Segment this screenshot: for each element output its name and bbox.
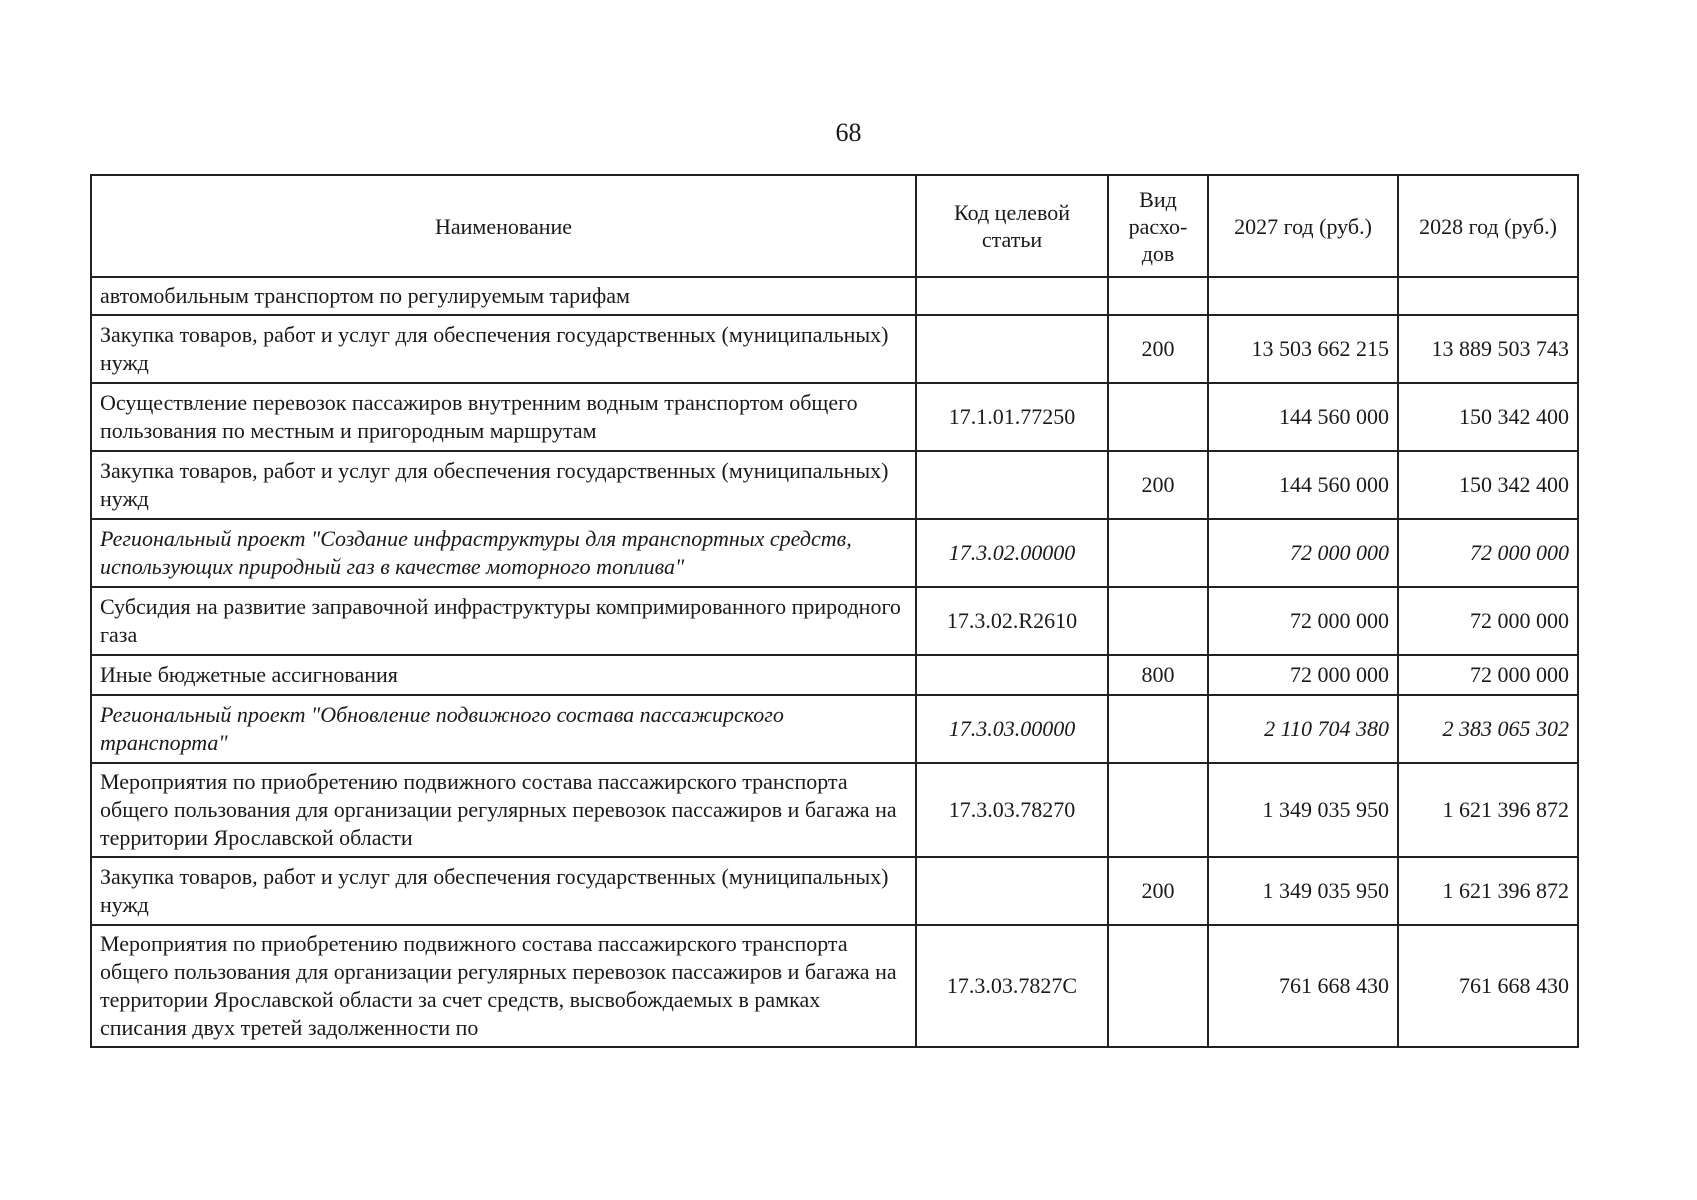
table-row: [91, 277, 1578, 315]
cell-name: Региональный проект "Обновление подвижного состава пассажирского транспорта": [91, 695, 916, 763]
table-row: [91, 857, 1578, 925]
cell-y2027: 1 349 035 950: [1208, 763, 1398, 857]
cell-code: 17.3.03.7827С: [916, 925, 1108, 1047]
cell-name: Мероприятия по приобретению подвижного состава пассажирского транспорта общего пользования для организации регулярных перевозок пассажиров и багажа на территории Ярославской области: [91, 763, 916, 857]
header-2028: 2028 год (руб.): [1398, 175, 1578, 277]
cell-code: 17.3.02.R2610: [916, 587, 1108, 655]
cell-y2028: 150 342 400: [1398, 383, 1578, 451]
cell-name: Мероприятия по приобретению подвижного состава пассажирского транспорта общего пользования для организации регулярных перевозок пассажиров и багажа на территории Ярославской области за счет средств, высвобождаемых в рамках списания двух третей задолженности по: [91, 925, 916, 1047]
cell-y2028: 150 342 400: [1398, 451, 1578, 519]
cell-name: Субсидия на развитие заправочной инфраструктуры компримированного природного газа: [91, 587, 916, 655]
cell-y2028: 1 621 396 872: [1398, 763, 1578, 857]
cell-kind: [1108, 763, 1208, 857]
cell-kind: 800: [1108, 655, 1208, 695]
header-2027: 2027 год (руб.): [1208, 175, 1398, 277]
cell-code: 17.1.01.77250: [916, 383, 1108, 451]
cell-code: 17.3.03.00000: [916, 695, 1108, 763]
cell-y2027: 13 503 662 215: [1208, 315, 1398, 383]
cell-kind: 200: [1108, 451, 1208, 519]
cell-y2027: 2 110 704 380: [1208, 695, 1398, 763]
cell-code: [916, 277, 1108, 315]
table-row: [91, 655, 1578, 695]
cell-y2027: 144 560 000: [1208, 451, 1398, 519]
cell-name: Закупка товаров, работ и услуг для обеспечения государственных (муниципальных) нужд: [91, 857, 916, 925]
cell-name: автомобильным транспортом по регулируемым тарифам: [91, 277, 916, 315]
table-row: [91, 315, 1578, 383]
cell-kind: [1108, 383, 1208, 451]
cell-kind: [1108, 277, 1208, 315]
cell-code: [916, 315, 1108, 383]
cell-kind: [1108, 695, 1208, 763]
cell-y2028: 72 000 000: [1398, 519, 1578, 587]
cell-kind: 200: [1108, 857, 1208, 925]
table-row: [91, 383, 1578, 451]
header-name: Наименование: [91, 175, 916, 277]
table-body: [91, 277, 1578, 1047]
cell-code: [916, 451, 1108, 519]
cell-code: 17.3.03.78270: [916, 763, 1108, 857]
table-row: [91, 451, 1578, 519]
cell-kind: [1108, 519, 1208, 587]
cell-y2027: 761 668 430: [1208, 925, 1398, 1047]
cell-y2028: [1398, 277, 1578, 315]
header-row: [91, 175, 1578, 277]
cell-y2028: 72 000 000: [1398, 655, 1578, 695]
cell-kind: 200: [1108, 315, 1208, 383]
cell-name: Осуществление перевозок пассажиров внутренним водным транспортом общего пользования по местным и пригородным маршрутам: [91, 383, 916, 451]
cell-kind: [1108, 925, 1208, 1047]
cell-name: Закупка товаров, работ и услуг для обеспечения государственных (муниципальных) нужд: [91, 451, 916, 519]
header-code: Код целевой статьи: [916, 175, 1108, 277]
table-row: [91, 925, 1578, 1047]
cell-y2027: [1208, 277, 1398, 315]
table-row: [91, 519, 1578, 587]
cell-name: Закупка товаров, работ и услуг для обеспечения государственных (муниципальных) нужд: [91, 315, 916, 383]
cell-y2027: 72 000 000: [1208, 655, 1398, 695]
cell-kind: [1108, 587, 1208, 655]
cell-y2027: 1 349 035 950: [1208, 857, 1398, 925]
cell-y2028: 13 889 503 743: [1398, 315, 1578, 383]
table-header: [91, 175, 1578, 277]
cell-name: Региональный проект "Создание инфраструктуры для транспортных средств, использующих природный газ в качестве моторного топлива": [91, 519, 916, 587]
cell-code: [916, 655, 1108, 695]
budget-table: [90, 174, 1579, 1048]
cell-code: [916, 857, 1108, 925]
cell-code: 17.3.02.00000: [916, 519, 1108, 587]
cell-y2028: 72 000 000: [1398, 587, 1578, 655]
table-row: [91, 695, 1578, 763]
cell-y2028: 761 668 430: [1398, 925, 1578, 1047]
page-number: 68: [835, 118, 862, 147]
header-kind: Вид расхо-дов: [1108, 175, 1208, 277]
cell-y2028: 2 383 065 302: [1398, 695, 1578, 763]
cell-name: Иные бюджетные ассигнования: [91, 655, 916, 695]
table-row: [91, 763, 1578, 857]
cell-y2027: 72 000 000: [1208, 519, 1398, 587]
table-row: [91, 587, 1578, 655]
cell-y2027: 72 000 000: [1208, 587, 1398, 655]
cell-y2028: 1 621 396 872: [1398, 857, 1578, 925]
cell-y2027: 144 560 000: [1208, 383, 1398, 451]
